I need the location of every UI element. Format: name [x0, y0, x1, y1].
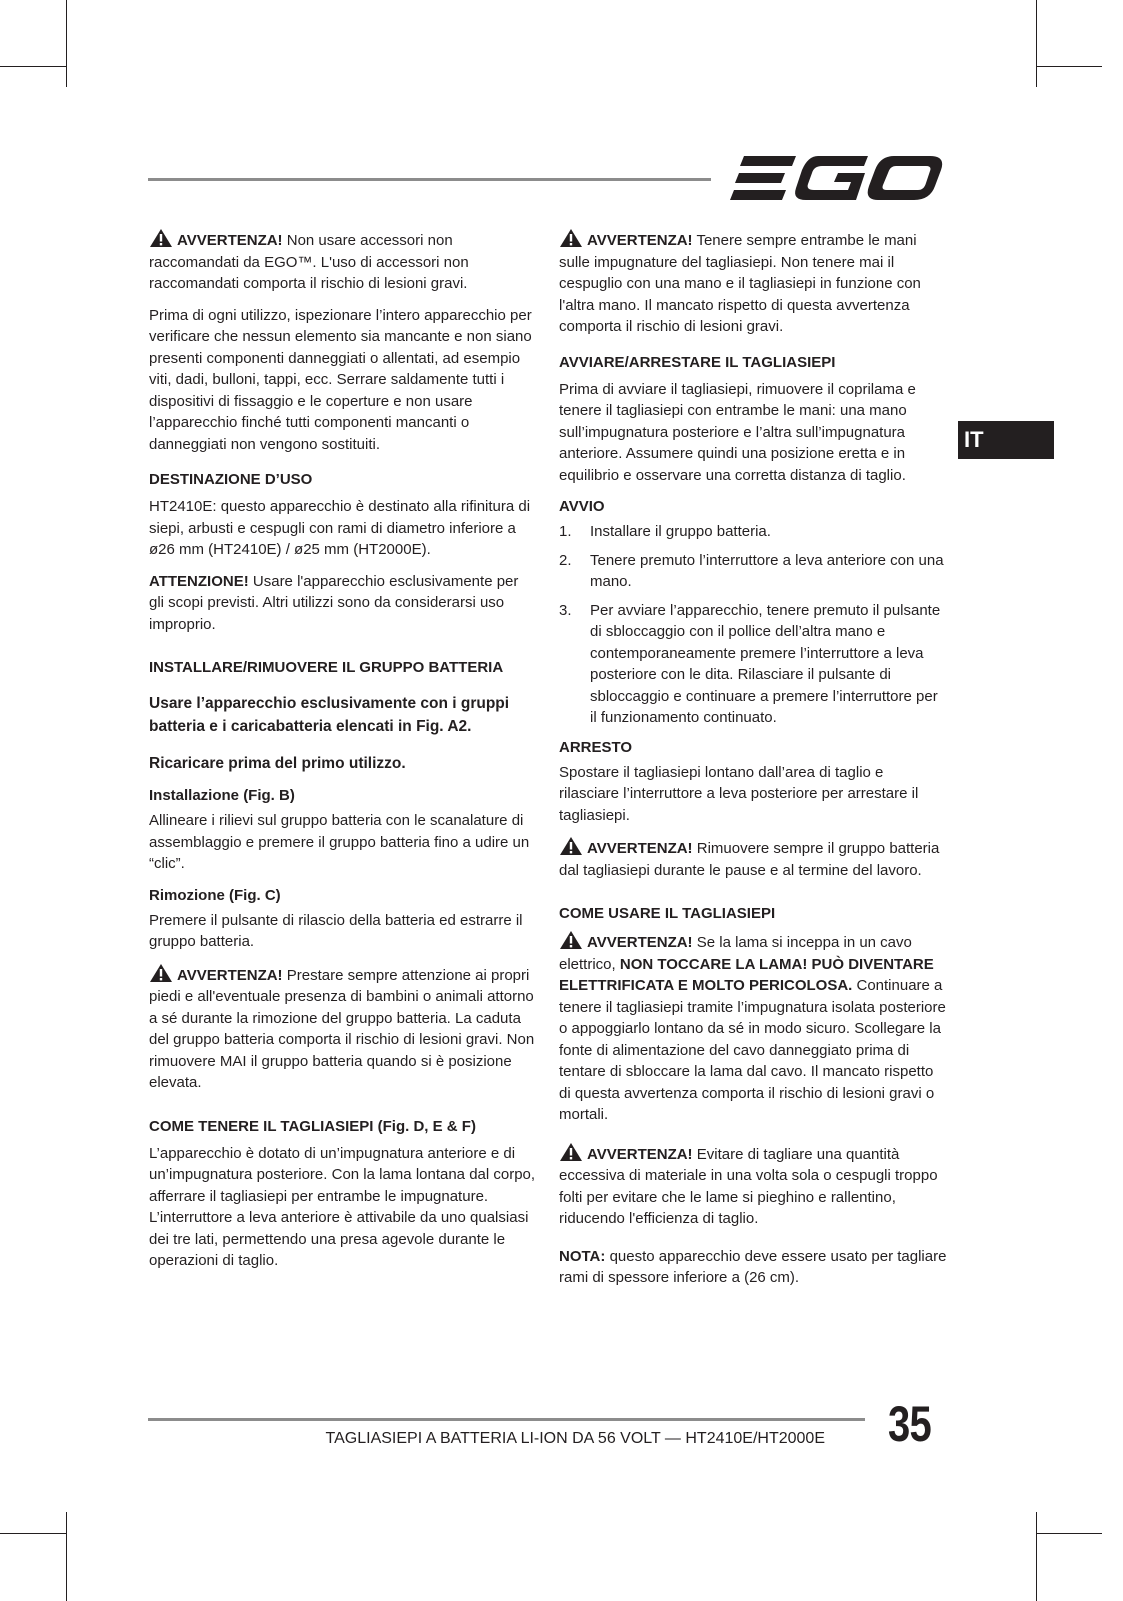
page-number: 35	[888, 1396, 931, 1452]
warning-overload	[559, 1142, 947, 1230]
warning-cable	[559, 930, 947, 1126]
crop-mark	[0, 66, 66, 67]
caution-paragraph	[149, 571, 537, 636]
list-item	[559, 521, 947, 543]
warning-triangle-icon	[559, 930, 583, 950]
caution-text: Usare l'apparecchio esclusivamente per gli scopi previsti. Altri utilizzi sono da considerarsi uso improprio.	[149, 572, 519, 633]
start-stop-heading: AVVIARE/ARRESTARE IL TAGLIASIEPI	[559, 353, 836, 371]
intended-use-text: HT2410E: questo apparecchio è destinato alla rifinitura di siepi, arbusti e cespugli con rami di diametro inferiore a ø26 mm (HT2410E) / ø25 mm (HT2000E).	[149, 498, 531, 558]
warning-label: AVVERTENZA!	[587, 840, 693, 857]
step-text: Per avviare l’apparecchio, tenere premuto il pulsante di sbloccaggio con il pollice dell’altra mano e contemporaneamente premere l’interruttore a leva posteriore con le dita. Rilasciare il pulsante di sbloccaggio e continuare a premere l’interruttore per il funzionamento continuato.	[590, 601, 941, 726]
warning-text: Prestare sempre attenzione ai propri piedi e all'eventuale presenza di bambini o animali attorno a sé durante la rimozione del gruppo batteria. La caduta del gruppo batteria comporta il rischio di lesioni gravi. Non rimuovere MAI il gruppo batteria quando si è posizione elevata.	[149, 966, 535, 1091]
battery-lead-2: Ricaricare prima del primo utilizzo.	[149, 755, 406, 772]
warning-battery	[149, 963, 537, 1094]
battery-lead-1: Usare l’apparecchio esclusivamente con i gruppi batteria e i caricabatteria elencati in Fig. A2.	[149, 695, 510, 735]
inspection-text: Prima di ogni utilizzo, ispezionare l’intero apparecchio per verificare che nessun elemento sia mancante e non siano presenti componenti danneggiati o allentati, ad esempio viti, dadi, bulloni, tappi, ecc. Serrare saldamente tutti i dispositivi di fissaggio e le coperture e non usare l’apparecchio finché tutti componenti mancanti o danneggiati non vengono sostituiti.	[149, 306, 532, 453]
crop-mark	[0, 1533, 66, 1534]
install-heading: Installazione (Fig. B)	[149, 787, 295, 804]
step-number: 3.	[559, 601, 572, 619]
warning-emphasis: NON TOCCARE LA LAMA! PUÒ DIVENTARE ELETTRIFICATA E MOLTO PERICOLOSA.	[559, 955, 934, 994]
left-column	[149, 228, 537, 1282]
warning-text: Rimuovere sempre il gruppo batteria dal tagliasiepi durante le pause e al termine del lavoro.	[559, 840, 940, 879]
warning-label: AVVERTENZA!	[177, 966, 283, 984]
header-rule	[148, 178, 711, 181]
warning-text: Continuare a tenere il tagliasiepi tramite l’impugnatura isolata posteriore o appoggiarlo lontano da sé in modo sicuro. Scollegare la fonte di alimentazione del cavo danneggiato prima di tentare di sbloccare la lama dal cavo. Il mancato rispetto di questa avvertenza comporta il rischio di lesioni gravi o mortali.	[559, 977, 946, 1123]
step-text: Installare il gruppo batteria.	[590, 523, 771, 540]
caution-label: ATTENZIONE!	[149, 572, 249, 590]
warning-text: Non usare accessori non raccomandati da EGO™. L'uso di accessori non raccomandati comporta il rischio di lesioni gravi.	[149, 232, 469, 292]
holding-heading: COME TENERE IL TAGLIASIEPI (Fig. D, E & F)	[149, 1117, 476, 1135]
note-text: questo apparecchio deve essere usato per tagliare rami di spessore inferiore a (26 cm).	[559, 1247, 947, 1286]
holding-text: L’apparecchio è dotato di un’impugnatura anteriore e di un’impugnatura posteriore. Con la lama lontana dal corpo, afferrare il tagliasiepi per entrambe le impugnature. L’interruttore a leva anteriore è attivabile da uno qualsiasi dei tre lati, permettendo una presa agevole durante le operazioni di taglio.	[149, 1144, 536, 1269]
right-column	[559, 228, 947, 1299]
crop-mark	[66, 1512, 67, 1601]
warning-triangle-icon	[149, 963, 173, 983]
warning-label: AVVERTENZA!	[587, 232, 693, 249]
start-stop-intro: Prima di avviare il tagliasiepi, rimuovere il coprilama e tenere il tagliasiepi con entrambe le mani: una mano sull’impugnatura posteriore e l’altra sull’impugnatura anteriore. Assumere quindi una posizione eretta e in equilibrio e osservare una corretta distanza di taglio.	[559, 380, 916, 484]
stop-text: Spostare il tagliasiepi lontano dall’area di taglio e rilasciare l’interruttore a leva posteriore per arrestare il tagliasiepi.	[559, 763, 919, 824]
footer-rule	[148, 1418, 865, 1421]
warning-triangle-icon	[559, 836, 583, 856]
install-text: Allineare i rilievi sul gruppo batteria con le scanalature di assemblaggio e premere il gruppo batteria fino a udire un “clic”.	[149, 812, 530, 872]
crop-mark	[1036, 0, 1037, 87]
crop-mark	[66, 0, 67, 87]
warning-text: Tenere sempre entrambe le mani sulle impugnature del tagliasiepi. Non tenere mai il cespuglio con una mano e il tagliasiepi in funzione con l'altra mano. Il mancato rispetto di questa avvertenza comporta il rischio di lesioni gravi.	[559, 232, 921, 335]
warning-remove-battery	[559, 836, 947, 881]
crop-mark	[1036, 1533, 1102, 1534]
start-steps	[559, 521, 947, 729]
step-number: 2.	[559, 551, 572, 569]
stop-heading: ARRESTO	[559, 738, 633, 756]
warning-triangle-icon	[559, 228, 583, 248]
step-text: Tenere premuto l’interruttore a leva anteriore con una mano.	[590, 551, 944, 590]
language-tab: IT	[958, 421, 1054, 459]
crop-mark	[1036, 1512, 1037, 1601]
list-item	[559, 550, 947, 593]
warning-triangle-icon	[149, 228, 173, 248]
warning-accessories	[149, 228, 537, 295]
warning-text: Se la lama si inceppa in un cavo elettrico,	[559, 934, 912, 973]
crop-mark	[1036, 66, 1102, 67]
step-number: 1.	[559, 523, 572, 540]
footer-title: TAGLIASIEPI A BATTERIA LI-ION DA 56 VOLT — HT2410E/HT2000E	[325, 1430, 825, 1447]
start-heading: AVVIO	[559, 498, 605, 515]
remove-heading: Rimozione (Fig. C)	[149, 886, 281, 904]
list-item	[559, 600, 947, 729]
usage-heading: COME USARE IL TAGLIASIEPI	[559, 905, 776, 922]
note-label: NOTA:	[559, 1247, 606, 1265]
warning-hands	[559, 228, 947, 338]
remove-text: Premere il pulsante di rilascio della batteria ed estrarre il gruppo batteria.	[149, 911, 523, 950]
ego-logo	[730, 154, 943, 202]
warning-text: Evitare di tagliare una quantità eccessiva di materiale in una volta sola o cespugli troppo folti per evitare che le lame si pieghino e rallentino, riducendo l'efficienza di taglio.	[559, 1145, 938, 1227]
warning-triangle-icon	[559, 1142, 583, 1162]
intended-use-heading: DESTINAZIONE D’USO	[149, 471, 313, 488]
note-paragraph	[559, 1246, 947, 1289]
warning-label: AVVERTENZA!	[587, 934, 693, 951]
warning-label: AVVERTENZA!	[177, 232, 283, 249]
battery-heading: INSTALLARE/RIMUOVERE IL GRUPPO BATTERIA	[149, 659, 504, 676]
warning-label: AVVERTENZA!	[587, 1145, 693, 1163]
